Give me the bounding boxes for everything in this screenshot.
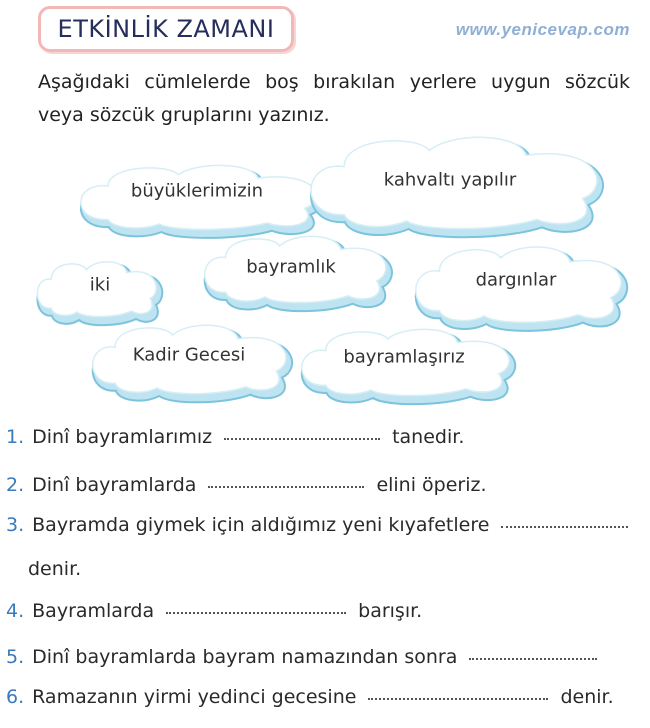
question-number: 2. [6, 474, 25, 496]
site-watermark: www.yenicevap.com [455, 20, 630, 39]
question-4 [6, 600, 640, 622]
word-bank-item: dargınlar [475, 269, 557, 291]
question-6 [6, 686, 640, 708]
question-3 [6, 514, 640, 536]
answer-blank[interactable] [501, 525, 628, 528]
word-bank-item: Kadir Gecesi [132, 344, 246, 366]
question-number: 1. [6, 426, 25, 448]
answer-blank[interactable] [208, 485, 364, 488]
question-number: 6. [6, 686, 25, 708]
question-1 [6, 426, 640, 448]
word-bank-item: büyüklerimizin [130, 180, 264, 202]
cloud-shape [81, 165, 323, 238]
question-text-before: Bayramda giymek için aldığımız yeni kıyafetlere [32, 514, 490, 536]
question-text-before: Dinî bayramlarımız [32, 426, 213, 448]
question-text-before: Bayramlarda [32, 600, 155, 622]
answer-blank[interactable] [469, 657, 597, 660]
question-text-after: elini öperiz. [376, 474, 487, 496]
activity-title: ETKİNLİK ZAMANI [57, 15, 275, 43]
question-text-before: Ramazanın yirmi yedinci gecesine [32, 686, 357, 708]
question-text-after: denir. [560, 686, 614, 708]
question-number: 5. [6, 646, 25, 668]
question-text-before: Dinî bayramlarda [32, 474, 197, 496]
question-2 [6, 474, 640, 496]
word-bank-item: bayramlaşırız [343, 346, 465, 368]
answer-blank[interactable] [166, 611, 346, 614]
question-3-continuation [28, 558, 650, 580]
question-number: 3. [6, 514, 25, 536]
answer-blank[interactable] [224, 437, 380, 440]
answer-blank[interactable] [368, 697, 548, 700]
question-text-before: Dinî bayramlarda bayram namazından sonra [32, 646, 458, 668]
instruction-text: Aşağıdaki cümlelerde boş bırakılan yerlere uygun sözcük veya sözcük gruplarını yazınız. [38, 71, 630, 126]
question-text-after: barışır. [358, 600, 423, 622]
word-bank-item: iki [89, 274, 111, 296]
question-number: 4. [6, 600, 25, 622]
word-bank-item: kahvaltı yapılır [383, 169, 517, 191]
question-5 [6, 646, 640, 668]
question-text-after: denir. [28, 558, 82, 580]
question-text-after: tanedir. [392, 426, 465, 448]
word-bank-item: bayramlık [246, 256, 336, 278]
